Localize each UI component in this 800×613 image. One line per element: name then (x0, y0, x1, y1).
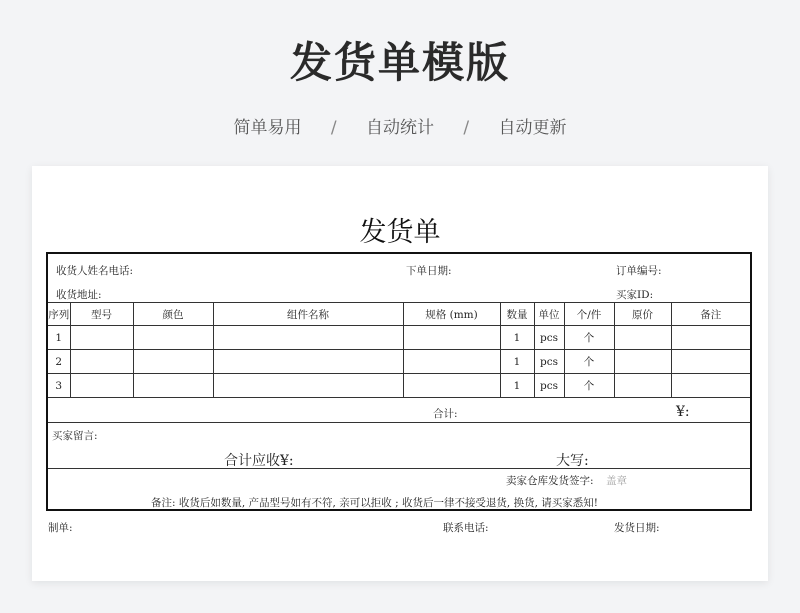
table-cell[interactable] (614, 374, 671, 398)
table-cell[interactable]: 个 (564, 374, 614, 398)
table-cell[interactable]: 1 (500, 350, 534, 374)
ship-date-label: 发货日期: (614, 522, 660, 534)
column-header: 组件名称 (213, 303, 403, 326)
table-cell[interactable] (403, 326, 500, 350)
table-cell[interactable] (213, 326, 403, 350)
subtotal-currency: ¥: (676, 404, 690, 420)
table-cell[interactable]: 3 (48, 374, 70, 398)
feature-auto-update: 自动更新 (498, 118, 567, 138)
table-cell[interactable] (133, 326, 213, 350)
table-cell[interactable] (70, 374, 133, 398)
form-title: 发货单 (359, 217, 441, 248)
table-cell[interactable] (70, 326, 133, 350)
table-cell[interactable]: pcs (534, 374, 564, 398)
column-header: 序列 (48, 303, 70, 326)
invoice-sheet (32, 166, 768, 581)
table-cell[interactable]: 2 (48, 350, 70, 374)
table-cell[interactable] (671, 326, 750, 350)
note-text: 备注: 收货后如数量, 产品型号如有不符, 亲可以拒收 ; 收货后一律不接受退货, 换货, 请买家悉知! (151, 497, 599, 509)
table-cell[interactable]: 个 (564, 350, 614, 374)
items-table (48, 302, 750, 398)
table-cell[interactable] (213, 350, 403, 374)
feature-auto-stats: 自动统计 (366, 118, 434, 138)
column-header: 数量 (500, 303, 534, 326)
uppercase-amount-label: 大写: (556, 453, 589, 469)
table-row (48, 374, 750, 398)
column-header: 颜色 (133, 303, 213, 326)
table-row (48, 326, 750, 350)
table-cell[interactable] (671, 350, 750, 374)
warehouse-sign-label: 卖家仓库发货签字: (506, 475, 594, 487)
receiver-label: 收货人姓名电话: (56, 265, 134, 277)
column-header: 规格 (mm) (403, 303, 500, 326)
column-header: 备注 (671, 303, 750, 326)
column-header: 型号 (70, 303, 133, 326)
table-header (48, 303, 750, 326)
table-cell[interactable] (403, 350, 500, 374)
total-due-label: 合计应收¥: (224, 453, 294, 469)
order-no-label: 订单编号: (616, 265, 662, 277)
table-cell[interactable] (614, 350, 671, 374)
table-cell[interactable]: 1 (500, 374, 534, 398)
page-title: 发货单模版 (289, 38, 510, 87)
table-cell[interactable] (614, 326, 671, 350)
subtotal-label: 合计: (433, 408, 458, 420)
feature-easy: 简单易用 (233, 118, 302, 138)
divider (48, 468, 750, 469)
column-header: 个/件 (564, 303, 614, 326)
table-cell[interactable] (70, 350, 133, 374)
column-header: 原价 (614, 303, 671, 326)
phone-label: 联系电话: (443, 522, 489, 534)
separator: / (330, 118, 337, 138)
column-header: 单位 (534, 303, 564, 326)
feature-tagline (0, 113, 800, 138)
invoice-form (46, 252, 752, 511)
table-cell[interactable]: pcs (534, 350, 564, 374)
table-cell[interactable]: 个 (564, 326, 614, 350)
table-cell[interactable]: 1 (48, 326, 70, 350)
address-label: 收货地址: (56, 289, 102, 301)
maker-label: 制单: (48, 522, 73, 534)
table-row (48, 350, 750, 374)
stamp-placeholder: 盖章 (606, 475, 627, 487)
table-cell[interactable] (133, 374, 213, 398)
table-cell[interactable] (671, 374, 750, 398)
buyer-message-label: 买家留言: (52, 430, 98, 442)
table-cell[interactable] (403, 374, 500, 398)
buyer-id-label: 买家ID: (616, 289, 654, 301)
table-cell[interactable]: pcs (534, 326, 564, 350)
table-cell[interactable] (213, 374, 403, 398)
table-cell[interactable] (133, 350, 213, 374)
table-cell[interactable]: 1 (500, 326, 534, 350)
order-date-label: 下单日期: (406, 265, 452, 277)
divider (48, 422, 750, 423)
separator: / (463, 118, 470, 138)
